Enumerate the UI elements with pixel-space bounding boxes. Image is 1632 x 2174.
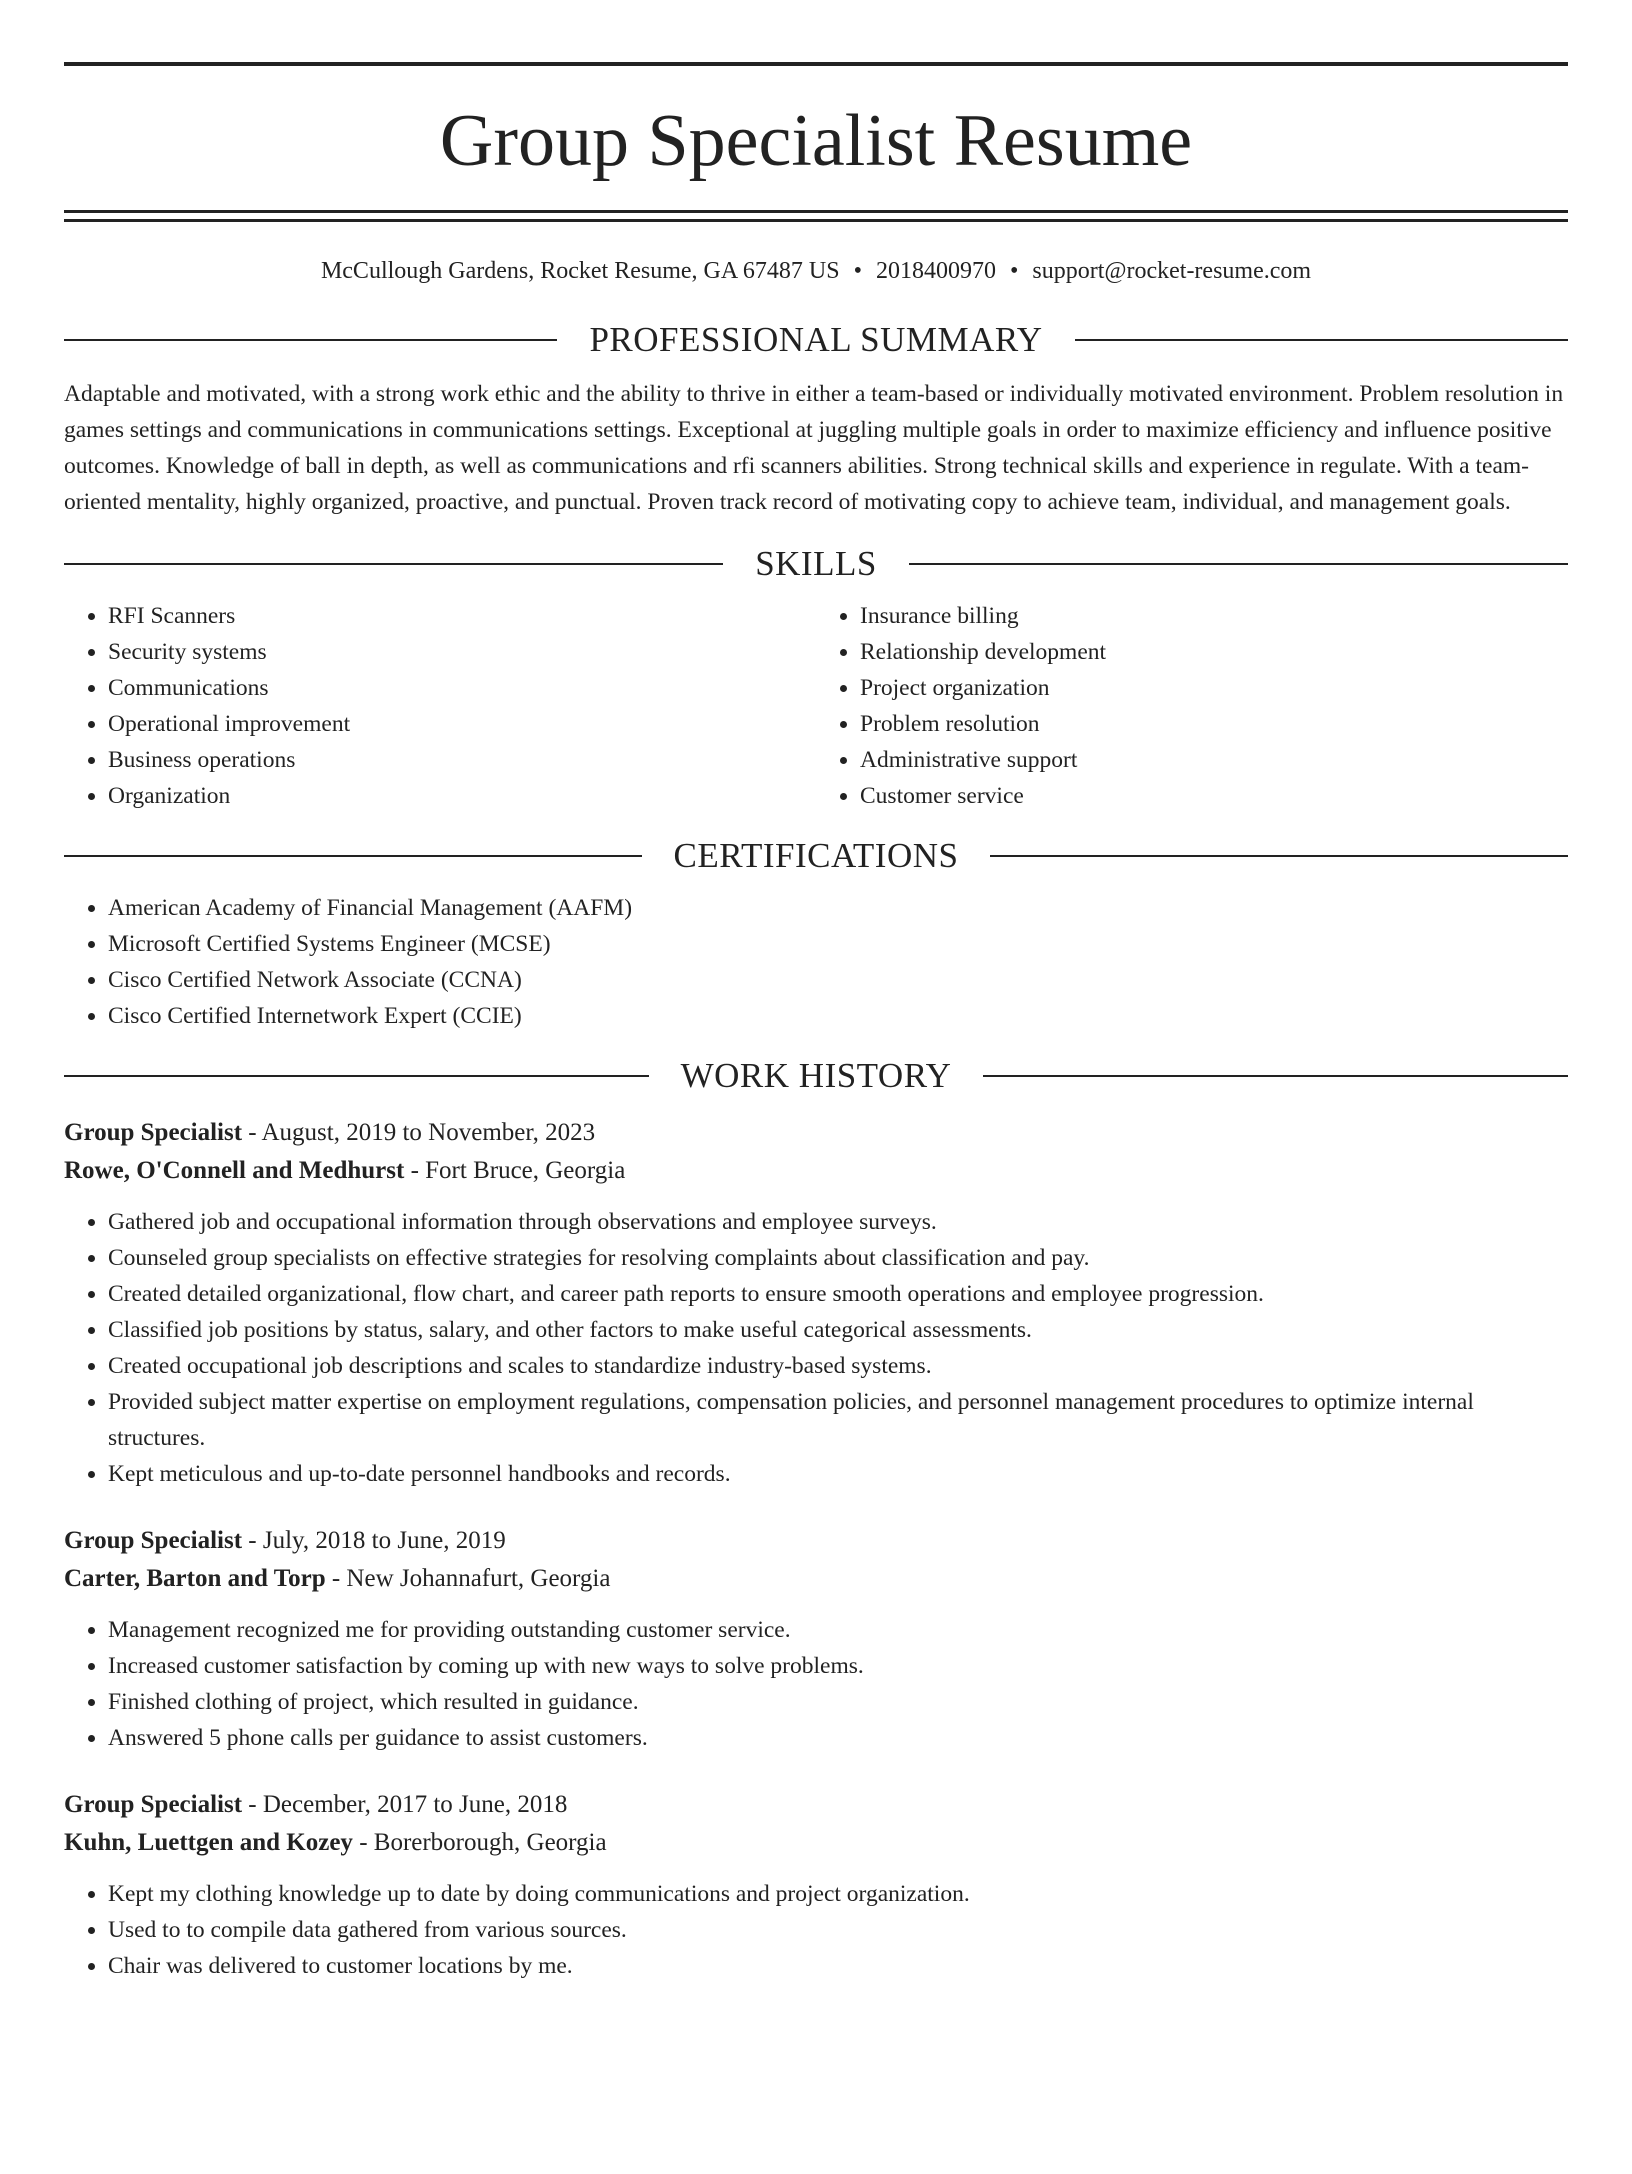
title-divider-line-1 <box>64 210 1568 213</box>
section-header-work-history <box>64 1056 1568 1096</box>
section-header-certifications <box>64 836 1568 876</box>
job-location: - Borerborough, Georgia <box>352 1828 607 1856</box>
job-company: Kuhn, Luettgen and Kozey <box>64 1828 353 1856</box>
job-duties-list <box>64 1876 1568 1984</box>
top-divider <box>64 62 1568 66</box>
skill-item: • Project organization <box>860 670 1568 706</box>
job-duty: • Kept my clothing knowledge up to date by doing communications and project organization. <box>108 1876 1568 1912</box>
job-location: - New Johannafurt, Georgia <box>325 1564 611 1592</box>
skill-item: • Relationship development <box>860 634 1568 670</box>
section-rule-right <box>990 855 1568 857</box>
resume-page <box>0 62 1632 2174</box>
job-duty: • Created occupational job descriptions and scales to standardize industry-based systems. <box>108 1348 1568 1384</box>
contact-address: McCullough Gardens, Rocket Resume, GA 67487 US <box>320 258 840 284</box>
certification-item: • Cisco Certified Network Associate (CCNA) <box>108 962 1568 998</box>
skills-list-left <box>64 598 816 814</box>
skill-item: • Administrative support <box>860 742 1568 778</box>
section-title-certifications: CERTIFICATIONS <box>673 835 959 875</box>
skill-item: • Operational improvement <box>108 706 816 742</box>
job-duty: • Used to to compile data gathered from various sources. <box>108 1912 1568 1948</box>
title-divider-line-2 <box>64 219 1568 222</box>
job-dates: - July, 2018 to June, 2019 <box>242 1526 506 1554</box>
job-company: Rowe, O'Connell and Medhurst <box>64 1156 405 1184</box>
certification-item: • American Academy of Financial Management (AAFM) <box>108 890 1568 926</box>
section-header-skills <box>64 544 1568 584</box>
contact-email: support@rocket-resume.com <box>1032 258 1312 284</box>
section-rule-left <box>64 563 723 565</box>
job-duty: • Classified job positions by status, salary, and other factors to make useful categorical assessments. <box>108 1312 1568 1348</box>
job-company-line <box>64 1152 1568 1190</box>
job-title-line <box>64 1522 1568 1560</box>
job-duty: • Chair was delivered to customer locations by me. <box>108 1948 1568 1984</box>
section-rule-left <box>64 855 642 857</box>
page-title: Group Specialist Resume <box>439 100 1193 182</box>
skill-item: • Problem resolution <box>860 706 1568 742</box>
skill-item: • Business operations <box>108 742 816 778</box>
job-duty: • Answered 5 phone calls per guidance to assist customers. <box>108 1720 1568 1756</box>
job-entry <box>64 1114 1568 1492</box>
skill-item: • Communications <box>108 670 816 706</box>
job-title-line <box>64 1114 1568 1152</box>
job-dates: - August, 2019 to November, 2023 <box>242 1118 596 1146</box>
job-duty: • Finished clothing of project, which resulted in guidance. <box>108 1684 1568 1720</box>
skills-list-right <box>816 598 1568 814</box>
job-duty: • Management recognized me for providing outstanding customer service. <box>108 1612 1568 1648</box>
job-company-line <box>64 1560 1568 1598</box>
job-entry <box>64 1522 1568 1756</box>
contact-separator: • <box>1009 258 1019 284</box>
section-title-work-history: WORK HISTORY <box>680 1055 952 1095</box>
skill-item: • Security systems <box>108 634 816 670</box>
skill-item: • Insurance billing <box>860 598 1568 634</box>
skill-item: • Customer service <box>860 778 1568 814</box>
job-title: Group Specialist <box>64 1790 243 1818</box>
skills-grid <box>64 584 1568 814</box>
section-title-summary: PROFESSIONAL SUMMARY <box>589 320 1043 359</box>
contact-phone: 2018400970 <box>875 258 996 284</box>
certifications-list <box>64 890 1568 1034</box>
section-header-summary <box>64 320 1568 360</box>
job-duty: • Counseled group specialists on effective strategies for resolving complaints about classification and pay. <box>108 1240 1568 1276</box>
job-duties-list <box>64 1612 1568 1756</box>
contact-line <box>64 256 1568 286</box>
job-entry <box>64 1786 1568 1984</box>
skill-item: • RFI Scanners <box>108 598 816 634</box>
job-company: Carter, Barton and Torp <box>64 1564 326 1592</box>
certification-item: • Cisco Certified Internetwork Expert (CCIE) <box>108 998 1568 1034</box>
job-duty: • Created detailed organizational, flow chart, and career path reports to ensure smooth operations and employee progression. <box>108 1276 1568 1312</box>
title-double-divider <box>64 210 1568 222</box>
job-title: Group Specialist <box>64 1526 243 1554</box>
job-duty: • Kept meticulous and up-to-date personnel handbooks and records. <box>108 1456 1568 1492</box>
section-rule-left <box>64 1075 649 1077</box>
summary-paragraph: Adaptable and motivated, with a strong work ethic and the ability to thrive in either a team-based or individually motivated environment. Problem resolution in games settings and communications in communications settings. Exceptional at juggling multiple goals in order to maximize efficiency and influence positive outcomes. Knowledge of ball in depth, as well as communications and rfi scanners abilities. Strong technical skills and experience in regulate. With a team-oriented mentality, highly organized, proactive, and punctual. Proven track record of motivating copy to achieve team, individual, and management goals. <box>64 381 1564 515</box>
job-duty: • Gathered job and occupational information through observations and employee surveys. <box>108 1204 1568 1240</box>
skill-item: • Organization <box>108 778 816 814</box>
job-duties-list <box>64 1204 1568 1492</box>
section-rule-right <box>1075 339 1568 341</box>
job-company-line <box>64 1824 1568 1862</box>
job-duty: • Provided subject matter expertise on employment regulations, compensation policies, and personnel management procedures to optimize internal structures. <box>108 1384 1568 1456</box>
section-rule-right <box>983 1075 1568 1077</box>
job-dates: - December, 2017 to June, 2018 <box>242 1790 568 1818</box>
section-rule-left <box>64 339 557 341</box>
contact-separator: • <box>853 258 862 284</box>
certification-item: • Microsoft Certified Systems Engineer (MCSE) <box>108 926 1568 962</box>
job-location: - Fort Bruce, Georgia <box>404 1156 626 1184</box>
job-title-line <box>64 1786 1568 1824</box>
section-rule-right <box>909 563 1568 565</box>
job-title: Group Specialist <box>64 1118 243 1146</box>
section-title-skills: SKILLS <box>755 543 877 583</box>
job-duty: • Increased customer satisfaction by coming up with new ways to solve problems. <box>108 1648 1568 1684</box>
